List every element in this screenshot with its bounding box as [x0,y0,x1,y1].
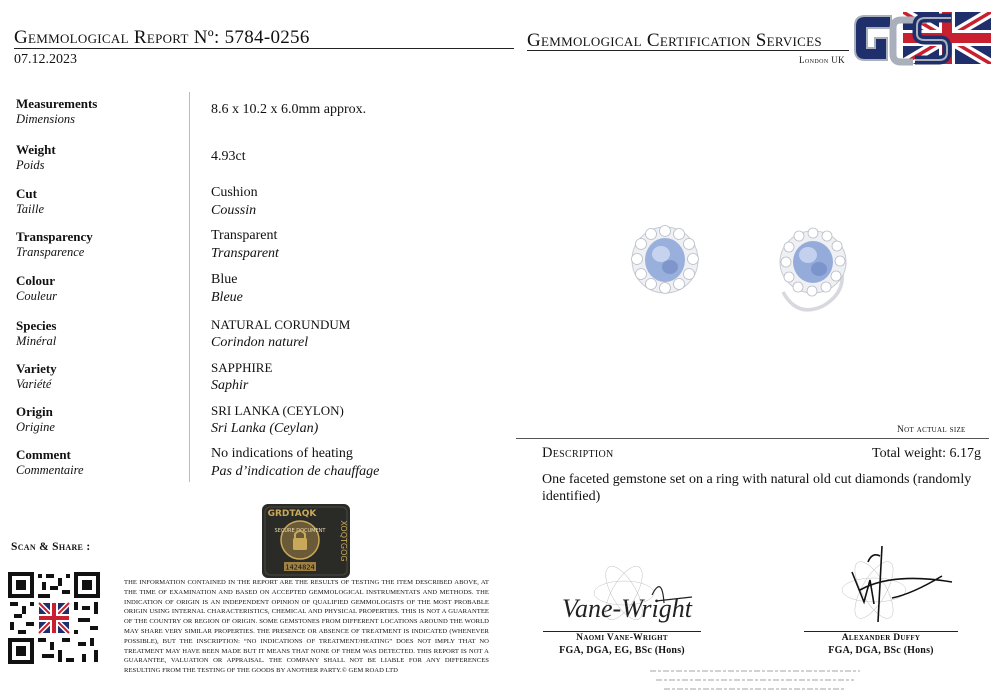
fields-divider [189,92,190,482]
total-weight: Total weight: 6.17g [872,446,982,461]
field-label-weight: Weight Poids [16,142,56,172]
signature-line-2 [804,631,958,632]
field-value-variety: SAPPHIRE Saphir [211,360,273,393]
company-divider [527,50,849,51]
description-divider [516,438,989,439]
signatory-credentials-2: FGA, DGA, BSc (Hons) [828,645,934,656]
field-label-transparency: Transparency Transparence [16,229,93,259]
signatory-credentials-1: FGA, DGA, EG, BSc (Hons) [559,645,685,656]
faint-fine-print [644,667,866,693]
ring-photo [615,222,865,322]
signature-naomi [552,555,697,630]
scan-share-label: Scan & Share : [11,541,91,553]
field-label-species: Species Minéral [16,318,57,348]
signature-text: Vane-Wright [562,594,692,623]
field-value-cut: Cushion Coussin [211,185,258,218]
field-value-species: NATURAL CORUNDUM Corindon naturel [211,317,351,350]
report-date: 07.12.2023 [14,52,77,67]
field-label-measurements: Measurements Dimensions [16,96,98,126]
disclaimer-text: THE INFORMATION CONTAINED IN THE REPORT ARE THE RESULTS OF TESTING THE ITEM DESCRIBED ABOVE, AT THE TIME OF EXAMINATION AND BASED ON ACCEPTED GEMMOLOGICAL INSTRUMENTATS AND METHODS. THE INDICATION OF ORIGIN IS AN INDEPENDENT OPINION OF QUALIFIED GEMMOLOGISTS OF THE MOST PROBABLE ORIGIN USING INTERNAL CHARACTERISTICS, CHEMICAL AND PHYSICAL PROPERTIES. THIS IS NOT A GUARANTEE OF THE COUNTRY OR REGION OF ORIGIN. SOME GEMSTONES FROM DIFFERENT LOCATIONS AROUND THE WORLD MAY SHARE VERY SIMILAR PROPERTIES. THE PRESENCE OR ABSENCE OF TREATMENT IS INDICATED (WHENEVER POSSIBLE), BUT THE INSCRIPTION: “NO INDICATIONS OF TREATMENT/HEATING” DOES NOT IMPLY THAT NO TREATMENT MAY HAVE BEEN MADE BUT IT MEANS THAT NONE OF THEM WAS DETECTED. THIS REPORT IS NOT A GUARANTEE, VALUATION OR APPRAISAL. THE COMPANY SHALL NOT BE LIABLE FOR ANY DIFFERENCES RESULTING FROM THE TESTING OF THE GOODS BY ANOTHER PARTY.© GEM ROAD LTD [124,579,489,675]
company-location: London UK [799,55,846,65]
secure-document-seal [262,504,350,578]
field-label-cut: Cut Taille [16,186,45,216]
field-value-colour: Blue Bleue [211,272,243,305]
field-value-comment: No indications of heating Pas d’indication de chauffage [211,446,380,479]
seal-top-text: GRDTAQK [267,509,317,519]
field-value-weight: 4.93ct [211,149,246,164]
qr-code[interactable] [6,570,102,666]
company-name: Gemmological Certification Services [527,30,822,51]
description-title: Description [542,445,614,461]
field-label-origin: Origin Origine [16,404,55,434]
signatory-name-2: Alexander Duffy [841,633,921,643]
ring-front-view [632,226,699,294]
field-value-origin: SRI LANKA (CEYLON) Sri Lanka (Ceylan) [211,403,344,436]
union-jack-logo [851,8,993,68]
signatory-name-1: Naomi Vane-Wright [576,633,668,643]
field-label-colour: Colour Couleur [16,273,57,303]
field-label-variety: Variety Variété [16,361,57,391]
seal-ribbon: SECURE DOCUMENT [274,528,326,534]
description-text: One faceted gemstone set on a ring with natural old cut diamonds (randomly identified) [542,472,972,504]
seal-side-text: XOQTGOG [339,520,348,562]
header-divider [14,48,514,49]
ring-side-view [780,228,847,310]
signature-alexander [812,542,962,632]
report-title: Gemmological Report Nº: 5784-0256 [14,27,310,48]
field-value-transparency: Transparent Transparent [211,228,279,261]
field-label-comment: Comment Commentaire [16,447,84,477]
signature-line-1 [543,631,701,632]
seal-serial: 1424824 [285,563,315,572]
not-actual-size-note: Not actual size [897,425,966,435]
field-value-measurements: 8.6 x 10.2 x 6.0mm approx. [211,102,367,117]
